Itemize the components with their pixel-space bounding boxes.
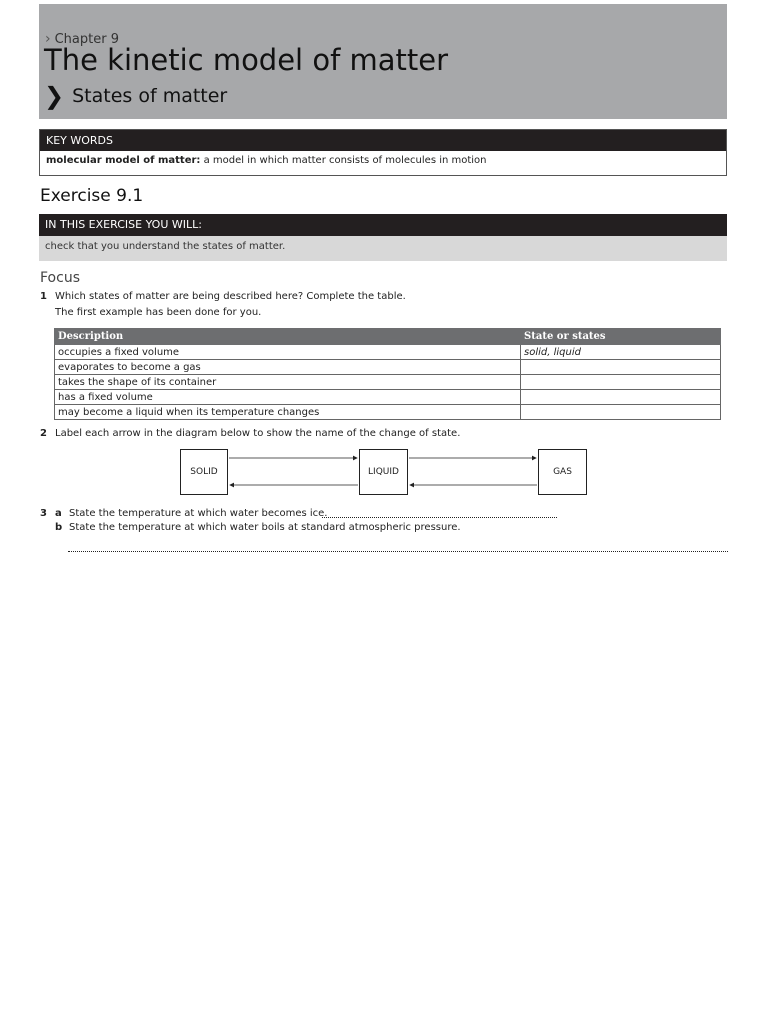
- answer-line[interactable]: [68, 551, 728, 552]
- answer-cell[interactable]: solid, liquid: [521, 345, 721, 360]
- part-label: a: [55, 508, 62, 519]
- gas-box: GAS: [538, 449, 587, 495]
- exercise-title: Exercise 9.1: [40, 186, 144, 206]
- section-title-text: States of matter: [72, 85, 228, 107]
- key-words-heading: KEY WORDS: [40, 130, 726, 151]
- column-header: Description: [55, 329, 521, 345]
- question-number: 1: [40, 291, 47, 302]
- description-cell: has a fixed volume: [55, 390, 521, 405]
- question-text: State the temperature at which water boils at standard atmospheric pressure.: [69, 522, 461, 533]
- objectives-text: check that you understand the states of matter.: [39, 236, 727, 261]
- chapter-text: Chapter 9: [54, 31, 119, 47]
- question-note-text: The first example has been done for you.: [55, 307, 262, 318]
- liquid-box: LIQUID: [359, 449, 408, 495]
- question-text: Label each arrow in the diagram below to show the name of the change of state.: [55, 428, 461, 439]
- solid-box: SOLID: [180, 449, 228, 495]
- focus-heading: Focus: [40, 270, 80, 286]
- question-number: 3: [40, 508, 47, 519]
- objectives-heading: IN THIS EXERCISE YOU WILL:: [39, 214, 727, 236]
- question-text: State the temperature at which water becomes ice.: [69, 508, 328, 519]
- description-cell: may become a liquid when its temperature changes: [55, 405, 521, 420]
- chevron-right-icon: ›: [45, 31, 51, 47]
- key-word-definition: a model in which matter consists of molecules in motion: [200, 155, 487, 166]
- part-label: b: [55, 522, 63, 533]
- description-cell: evaporates to become a gas: [55, 360, 521, 375]
- answer-line[interactable]: [322, 517, 557, 518]
- description-cell: occupies a fixed volume: [55, 345, 521, 360]
- key-word-term: molecular model of matter:: [46, 155, 201, 166]
- question-number: 2: [40, 428, 47, 439]
- page-title: The kinetic model of matter: [44, 43, 449, 77]
- chevron-right-icon: ❯: [44, 82, 65, 110]
- description-cell: takes the shape of its container: [55, 375, 521, 390]
- column-header: State or states: [521, 329, 721, 345]
- question-text: Which states of matter are being described here? Complete the table.: [55, 291, 406, 302]
